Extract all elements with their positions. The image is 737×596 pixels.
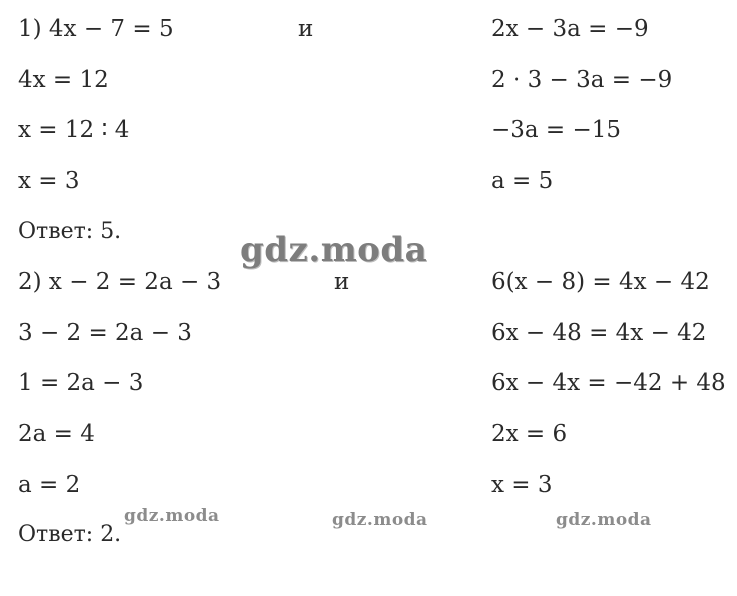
p1-left-line-3: x = 12 ∶ 4	[18, 117, 130, 143]
p1-right-line-1: 2x − 3a = −9	[491, 16, 649, 42]
watermark-main: gdz.moda	[240, 230, 428, 270]
p1-connector: и	[298, 16, 314, 42]
p2-right-line-4: 2x = 6	[491, 421, 568, 447]
p2-right-line-1: 6(x − 8) = 4x − 42	[491, 269, 710, 295]
p2-left-line-2: 3 − 2 = 2a − 3	[18, 320, 192, 346]
p2-right-line-3: 6x − 4x = −42 + 48	[491, 370, 726, 396]
p2-right-line-2: 6x − 48 = 4x − 42	[491, 320, 707, 346]
p2-answer: Ответ: 2.	[18, 522, 122, 547]
p1-right-line-3: −3a = −15	[491, 117, 622, 143]
p2-right-line-5: x = 3	[491, 472, 553, 498]
p1-right-line-4: a = 5	[491, 168, 554, 194]
p1-left-line-4: x = 3	[18, 168, 80, 194]
p1-left-line-1: 1) 4x − 7 = 5	[18, 16, 174, 42]
watermark-small-2: gdz.moda	[332, 510, 428, 530]
p1-answer: Ответ: 5.	[18, 219, 122, 244]
p2-left-line-1: 2) x − 2 = 2a − 3	[18, 269, 222, 295]
watermark-small-3: gdz.moda	[556, 510, 652, 530]
p2-left-line-3: 1 = 2a − 3	[18, 370, 144, 396]
p2-left-line-5: a = 2	[18, 472, 81, 498]
p1-right-line-2: 2 · 3 − 3a = −9	[491, 67, 673, 93]
watermark-small-1: gdz.moda	[124, 506, 220, 526]
p1-left-line-2: 4x = 12	[18, 67, 109, 93]
p2-connector: и	[334, 269, 350, 295]
p2-left-line-4: 2a = 4	[18, 421, 95, 447]
